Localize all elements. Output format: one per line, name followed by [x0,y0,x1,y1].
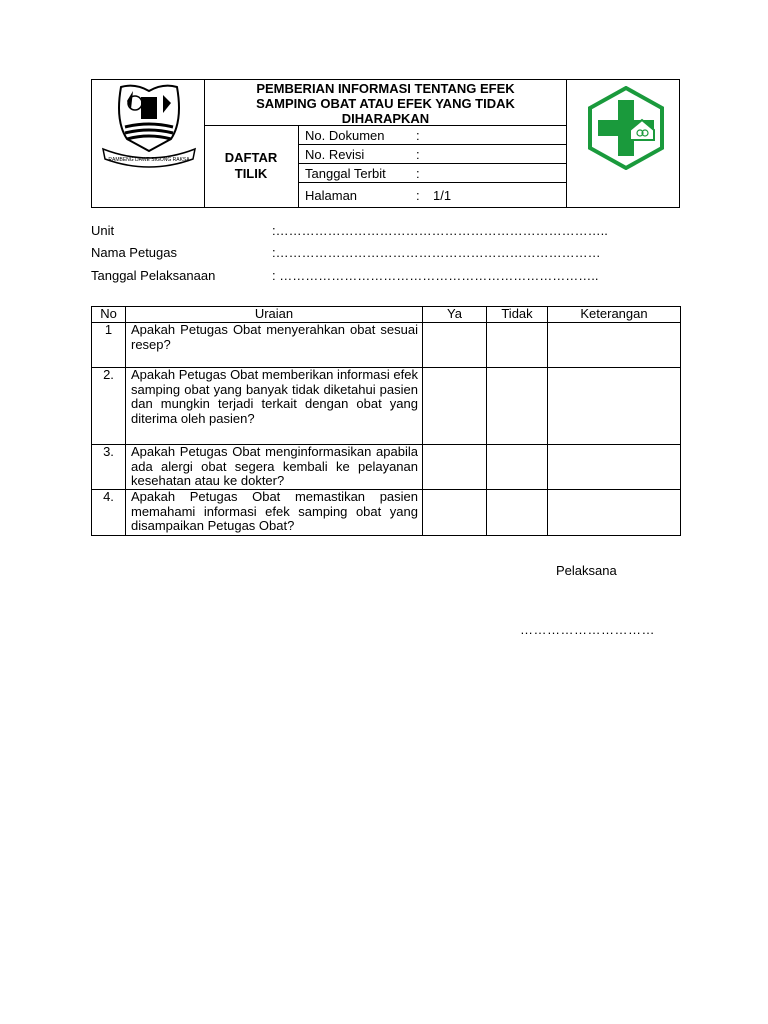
row-uraian: Apakah Petugas Obat memberikan informasi efek samping obat yang banyak tidak diketahui pasien dan mungkin terjadi terkait dengan obat yang diterima oleh pasien? [126,368,423,445]
field-unit-label: Unit [91,223,115,238]
document-title: PEMBERIAN INFORMASI TENTANG EFEK SAMPING OBAT ATAU EFEK YANG TIDAK DIHARAPKAN [256,81,515,126]
emblem-motto: RAMBENG DAWE SIGONG RAKSA [108,157,190,163]
field-tanggal-pelaksanaan-label: Tanggal Pelaksanaan [91,268,216,283]
meta-no-revisi: No. Revisi : [305,147,420,162]
meta-tanggal-terbit: Tanggal Terbit : [305,166,420,181]
cell-keterangan[interactable] [548,445,681,490]
cell-ya[interactable] [423,368,487,445]
row-no: 4. [92,490,126,536]
header-no: No [92,307,126,323]
header-keterangan: Keterangan [548,307,681,323]
field-tanggal-pelaksanaan-value: : ……………………………………………………………….. [272,268,599,283]
cell-tidak[interactable] [487,368,548,445]
document-type-line2: TILIK [234,166,268,181]
document-type-line1: DAFTAR [224,150,278,165]
document-type [204,150,298,182]
field-nama-petugas-value: :………………………………………………………………… [272,245,601,260]
meta-halaman: Halaman : 1/1 [305,188,452,203]
row-uraian: Apakah Petugas Obat memastikan pasien memahami informasi efek samping obat yang disampaikan Petugas Obat? [126,490,423,536]
table-row [92,323,681,368]
cell-tidak[interactable] [487,323,548,368]
table-header-row [92,307,681,323]
row-no: 2. [92,368,126,445]
cell-tidak[interactable] [487,445,548,490]
row-no: 1 [92,323,126,368]
header-tidak: Tidak [487,307,548,323]
cell-ya[interactable] [423,490,487,536]
meta-no-dokumen: No. Dokumen : [305,128,420,143]
row-uraian: Apakah Petugas Obat menyerahkan obat sesuai resep? [126,323,423,368]
cell-tidak[interactable] [487,490,548,536]
field-unit-value: :………………………………………………………………….. [272,223,608,238]
cell-ya[interactable] [423,445,487,490]
regional-emblem-logo [97,81,201,173]
document-header [91,79,680,208]
table-row [92,490,681,536]
checklist-table [91,306,681,536]
signature-label: Pelaksana [556,563,617,578]
puskesmas-logo-icon [584,86,668,170]
header-uraian: Uraian [126,307,423,323]
cell-keterangan[interactable] [548,490,681,536]
table-row [92,445,681,490]
field-nama-petugas [91,244,601,261]
signature-line: ………………………… [520,622,655,637]
cell-keterangan[interactable] [548,323,681,368]
field-nama-petugas-label: Nama Petugas [91,245,177,260]
field-tanggal-pelaksanaan [91,267,599,284]
cell-ya[interactable] [423,323,487,368]
header-ya: Ya [423,307,487,323]
row-no: 3. [92,445,126,490]
field-unit [91,222,608,239]
table-row [92,368,681,445]
cell-keterangan[interactable] [548,368,681,445]
row-uraian: Apakah Petugas Obat menginformasikan apabila ada alergi obat segera kembali ke pelayanan kesehatan atau ke dokter? [126,445,423,490]
